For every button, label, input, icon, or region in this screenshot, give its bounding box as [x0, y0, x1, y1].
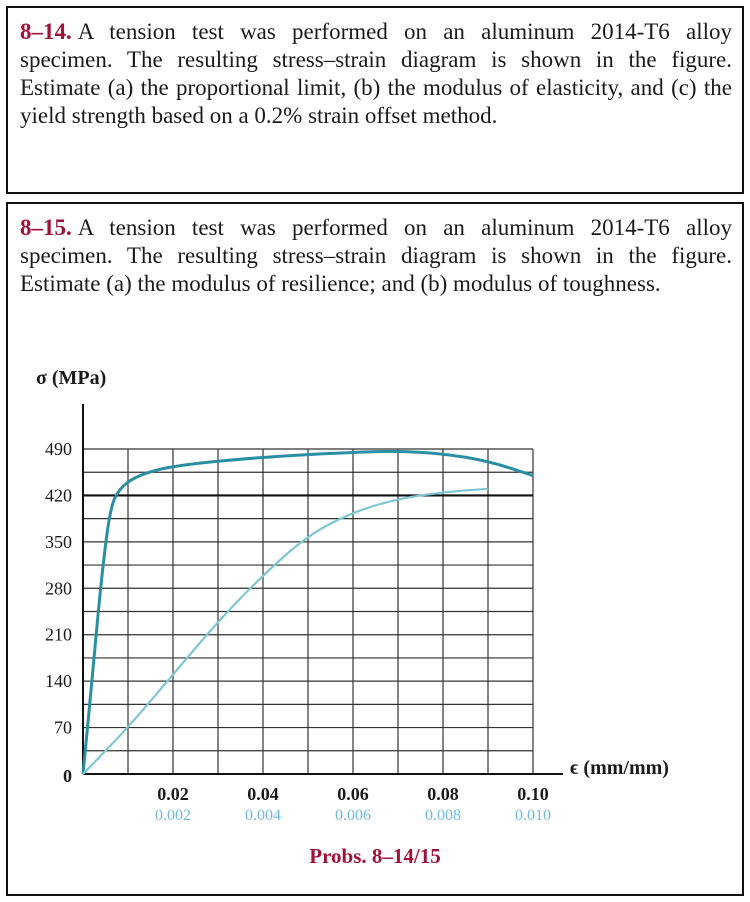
- problem-14-box: [6, 6, 744, 194]
- problem-14-text: A tension test was performed on an aluminum 2014-T6 alloy specimen. The resulting stress–strain diagram is shown in the figure. Estimate (a) the proportional limit, (b) the modulus of elasticity, and (c) the yield strength based on a 0.2% strain offset method.: [20, 19, 732, 128]
- problem-14: [20, 18, 732, 130]
- figure-caption: Probs. 8–14/15: [309, 844, 441, 868]
- stress-strain-chart: [8, 354, 742, 844]
- initial-region-curve: [83, 489, 488, 774]
- y-tick-label: 350: [45, 531, 72, 552]
- x-tick-label-secondary: 0.002: [155, 807, 191, 824]
- x-tick-label-secondary: 0.008: [425, 807, 461, 824]
- problem-14-number: 8–14.: [20, 19, 72, 44]
- origin-label: 0: [63, 766, 72, 786]
- y-tick-label: 420: [45, 485, 72, 506]
- problem-15-box: [6, 202, 744, 896]
- y-tick-label: 140: [45, 671, 72, 692]
- x-tick-label-primary: 0.02: [157, 784, 189, 804]
- problem-15-number: 8–15.: [20, 215, 72, 240]
- problem-15: [20, 214, 732, 298]
- x-axis-label: ϵ (mm/mm): [570, 757, 669, 779]
- y-tick-label: 70: [54, 717, 72, 738]
- y-tick-label: 280: [45, 578, 72, 599]
- y-axis-label: σ (MPa): [36, 367, 107, 389]
- x-tick-label-secondary: 0.004: [245, 807, 281, 824]
- x-tick-label-primary: 0.08: [427, 784, 459, 804]
- x-tick-label-primary: 0.06: [337, 784, 369, 804]
- y-tick-label: 490: [45, 439, 72, 459]
- x-tick-label-secondary: 0.006: [335, 807, 371, 824]
- problem-15-text: A tension test was performed on an aluminum 2014-T6 alloy specimen. The resulting stress–strain diagram is shown in the figure. Estimate (a) the modulus of resilience; and (b) modulus of toughness.: [20, 215, 732, 296]
- chart-ticks: [45, 439, 551, 824]
- y-tick-label: 210: [45, 624, 72, 645]
- x-tick-label-primary: 0.10: [517, 784, 549, 804]
- x-tick-label-primary: 0.04: [247, 784, 279, 804]
- chart-grid: [83, 404, 563, 774]
- x-tick-label-secondary: 0.010: [515, 807, 551, 824]
